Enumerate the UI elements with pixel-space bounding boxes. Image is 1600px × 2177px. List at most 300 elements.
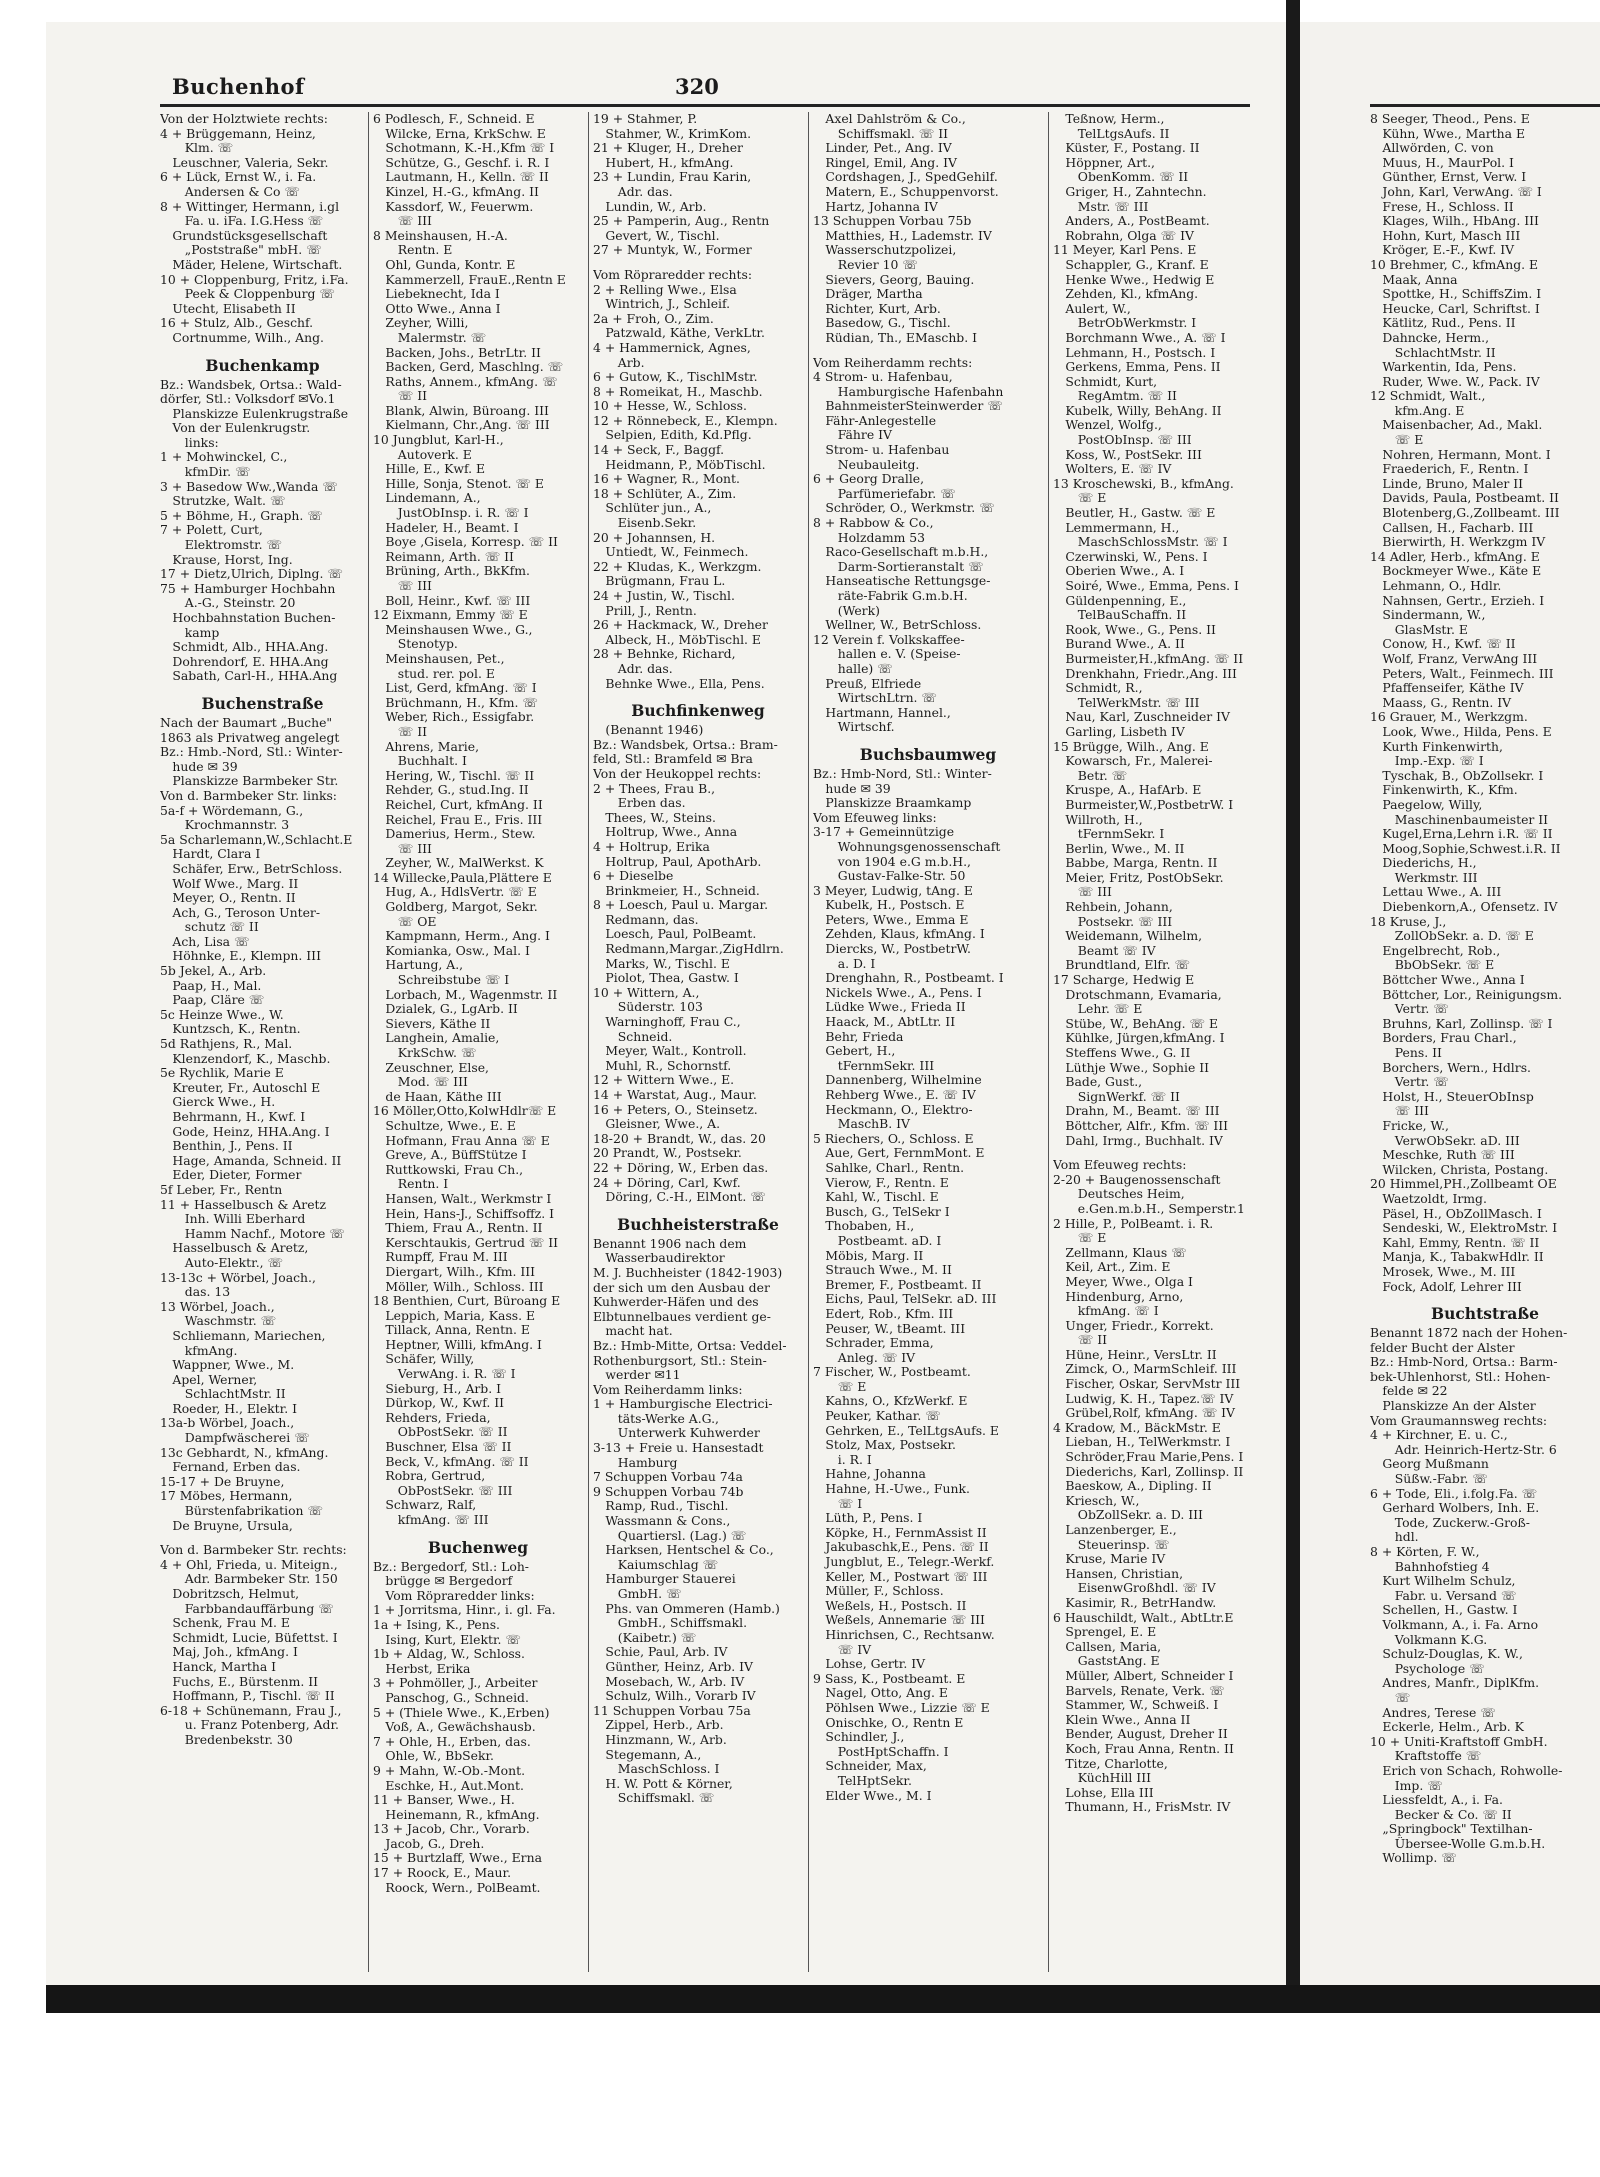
directory-entry: ObenKomm. ☏ II	[1053, 170, 1189, 185]
directory-entry: Gierck Wwe., H.	[160, 1095, 276, 1110]
directory-entry: WirtschLtrn. ☏	[813, 691, 937, 706]
directory-entry: 21 + Kluger, H., Dreher	[593, 141, 743, 156]
directory-entry: 22 + Kludas, K., Werkzgm.	[593, 559, 762, 574]
directory-entry: GmbH., Schiffsmakl.	[593, 1616, 748, 1631]
directory-entry: 15-17 + De Bruyne,	[160, 1474, 285, 1489]
directory-entry: Weßels, Annemarie ☏ III	[813, 1613, 985, 1628]
directory-entry: Diergart, Wilh., Kfm. III	[373, 1264, 536, 1279]
directory-entry: Kubelk, Willy, BehAng. II	[1053, 403, 1222, 418]
directory-entry: Georg Mußmann	[1370, 1457, 1489, 1472]
directory-entry: Ohl, Gunda, Kontr. E	[373, 257, 516, 272]
directory-entry: Bender, August, Dreher II	[1053, 1727, 1228, 1742]
directory-entry: Muus, H., MaurPol. I	[1370, 155, 1514, 170]
directory-entry: Postsekr. ☏ III	[1053, 914, 1173, 929]
directory-entry: Tode, Zuckerw.-Groß-	[1370, 1515, 1530, 1530]
directory-entry: 4 + Hammernick, Agnes,	[593, 340, 751, 355]
directory-entry: 9 + Mahn, W.-Ob.-Mont.	[373, 1763, 526, 1778]
directory-entry: Titze, Charlotte,	[1053, 1756, 1168, 1771]
directory-entry: Adr. das.	[593, 184, 673, 199]
right-page-column	[1370, 112, 1600, 1866]
header-rule	[160, 104, 1250, 107]
directory-entry: Paegelow, Willy,	[1370, 797, 1483, 812]
street-heading: Buchenkamp	[205, 355, 320, 375]
directory-entry: Adr. Barmbeker Str. 150	[160, 1572, 338, 1587]
directory-entry: Warkentin, Ida, Pens.	[1370, 360, 1517, 375]
directory-entry: Möbis, Marg. II	[813, 1248, 924, 1263]
directory-entry: 18 + Schlüter, A., Zim.	[593, 486, 737, 501]
directory-entry: Arb.	[593, 355, 645, 370]
directory-entry: Schrader, Emma,	[813, 1336, 934, 1351]
directory-entry: Brügmann, Frau L.	[593, 574, 726, 589]
directory-entry: Czerwinski, W., Pens. I	[1053, 549, 1208, 564]
directory-entry: Kuntzsch, K., Rentn.	[160, 1022, 301, 1037]
directory-entry: Oberien Wwe., A. I	[1053, 564, 1185, 579]
directory-entry: Planskizze Barmbeker Str.	[160, 774, 339, 789]
directory-entry: ☏ III	[1370, 1104, 1429, 1119]
directory-entry: 5e Rychlik, Marie E	[160, 1066, 284, 1081]
directory-entry: 9 Schuppen Vorbau 74b	[593, 1484, 744, 1499]
directory-entry: Brinkmeier, H., Schneid.	[593, 883, 760, 898]
directory-entry: 2 + Thees, Frau B.,	[593, 781, 716, 796]
directory-entry: Zeyher, Willi,	[373, 316, 469, 331]
directory-entry: 16 + Wagner, R., Mont.	[593, 472, 740, 487]
directory-entry: Sabath, Carl-H., HHA.Ang	[160, 669, 338, 684]
directory-entry: Borders, Frau Charl.,	[1370, 1031, 1517, 1046]
directory-entry: Schindler, J.,	[813, 1730, 905, 1745]
directory-entry: Robrahn, Olga ☏ IV	[1053, 228, 1194, 243]
directory-entry: Tyschak, B., ObZollsekr. I	[1370, 768, 1544, 783]
directory-entry: Kriesch, W.,	[1053, 1493, 1140, 1508]
directory-entry: Güldenpenning, E.,	[1053, 593, 1187, 608]
directory-entry: Hartung, A.,	[373, 958, 464, 973]
directory-entry: Wellner, W., BetrSchloss.	[813, 618, 982, 633]
directory-entry: Bz.: Bergedorf, Stl.: Loh-	[373, 1559, 529, 1574]
directory-entry: Teßnow, Herm.,	[1053, 112, 1165, 126]
directory-entry: Hug, A., HdlsVertr. ☏ E	[373, 885, 537, 900]
street-heading: Buchheisterstraße	[617, 1214, 779, 1234]
directory-entry: Elder Wwe., M. I	[813, 1788, 932, 1803]
directory-entry: 6 Podlesch, F., Schneid. E	[373, 112, 535, 126]
directory-entry: Vom Reiherdamm links:	[593, 1382, 743, 1397]
directory-entry: ZollObSekr. a. D. ☏ E	[1370, 929, 1534, 944]
directory-entry: Psychologe ☏	[1370, 1661, 1485, 1676]
directory-entry: Otto Wwe., Anna I	[373, 301, 501, 316]
directory-entry: Päsel, H., ObZollMasch. I	[1370, 1206, 1542, 1221]
directory-entry: Übersee-Wolle G.m.b.H.	[1370, 1836, 1546, 1851]
directory-entry: 11 Schuppen Vorbau 75a	[593, 1703, 751, 1718]
directory-entry: VerwAng. i. R. ☏ I	[373, 1367, 516, 1382]
directory-entry: Lehr. ☏ E	[1053, 1002, 1143, 1017]
directory-entry: Paap, H., Mal.	[160, 978, 262, 993]
directory-entry: (Benannt 1946)	[593, 723, 704, 738]
directory-entry: Vom Röpraredder links:	[373, 1588, 535, 1603]
directory-entry: Zellmann, Klaus ☏	[1053, 1245, 1187, 1260]
directory-entry: Beutler, H., Gastw. ☏ E	[1053, 506, 1216, 521]
directory-entry: Patzwald, Käthe, VerkLtr.	[593, 326, 765, 341]
directory-entry: 27 + Muntyk, W., Former	[593, 243, 752, 258]
directory-entry: 4 + Kirchner, E. u. C.,	[1370, 1428, 1508, 1443]
directory-entry: Parfümeriefabr. ☏	[813, 486, 956, 501]
directory-entry: Wilcken, Christa, Postang.	[1370, 1162, 1549, 1177]
directory-entry: von 1904 e.G m.b.H.,	[813, 854, 971, 869]
directory-entry: ☏ E	[813, 1379, 867, 1394]
directory-entry: Drotschmann, Evamaria,	[1053, 987, 1222, 1002]
directory-entry: ☏ II	[373, 724, 428, 739]
directory-entry: Fischer, Oskar, ServMstr III	[1053, 1377, 1241, 1392]
directory-entry: Selpien, Edith, Kd.Pflg.	[593, 428, 752, 443]
directory-entry: 6 + Tode, Eli., i.folg.Fa. ☏	[1370, 1486, 1538, 1501]
directory-entry: Reimann, Arth. ☏ II	[373, 549, 514, 564]
directory-entry: Wirtschf.	[813, 720, 895, 735]
directory-entry: ☏ IV	[813, 1642, 872, 1657]
directory-entry: „Springbock" Textilhan-	[1370, 1822, 1533, 1837]
directory-entry: Andres, Terese ☏	[1370, 1705, 1496, 1720]
directory-entry: Peters, Walt., Feinmech. III	[1370, 666, 1554, 681]
directory-entry: werder ✉11	[593, 1368, 681, 1383]
directory-entry: Soiré, Wwe., Emma, Pens. I	[1053, 579, 1239, 593]
directory-entry: ☏ III	[373, 579, 432, 593]
directory-entry: Kubelk, H., Postsch. E	[813, 898, 965, 913]
directory-entry: 6 + Dieselbe	[593, 869, 674, 884]
directory-entry: Hamburger Stauerei	[593, 1572, 736, 1587]
directory-entry: Schröder,Frau Marie,Pens. I	[1053, 1450, 1244, 1465]
directory-entry: 8 + Körten, F. W.,	[1370, 1545, 1480, 1559]
directory-entry: Stübe, W., BehAng. ☏ E	[1053, 1016, 1218, 1031]
directory-entry: 17 Möbes, Hermann,	[160, 1489, 293, 1504]
spacer	[1053, 1148, 1265, 1158]
directory-entry: Lundin, W., Arb.	[593, 199, 707, 214]
directory-entry: Bredenbekstr. 30	[160, 1732, 293, 1747]
directory-entry: Kühn, Wwe., Martha E	[1370, 126, 1526, 141]
directory-entry: Cordshagen, J., SpedGehilf.	[813, 170, 998, 185]
directory-entry: Nickels Wwe., A., Pens. I	[813, 985, 982, 1000]
directory-entry: TelLtgsAufs. II	[1053, 126, 1170, 141]
directory-entry: Kugel,Erna,Lehrn i.R. ☏ II	[1370, 827, 1553, 842]
directory-entry: Schmidt, Lucie, Büfettst. I	[160, 1630, 338, 1645]
directory-entry: Hahne, Johanna	[813, 1467, 926, 1482]
directory-entry: Vom Röpraredder rechts:	[593, 267, 752, 282]
directory-entry: Diederichs, Karl, Zollinsp. II	[1053, 1464, 1244, 1479]
directory-entry: 4 + Ohl, Frieda, u. Miteign.,	[160, 1557, 338, 1572]
directory-entry: Fähre IV	[813, 428, 892, 443]
directory-entry: Lehmann, O., Hdlr.	[1370, 579, 1502, 593]
directory-entry: Hage, Amanda, Schneid. II	[160, 1153, 342, 1168]
directory-entry: Hüne, Heinr., VersLtr. II	[1053, 1347, 1217, 1362]
directory-entry: Dobritzsch, Helmut,	[160, 1587, 300, 1601]
directory-entry: KrkSchw. ☏	[373, 1046, 477, 1060]
directory-entry: List, Gerd, kfmAng. ☏ I	[373, 681, 537, 696]
directory-entry: Quartiersl. (Lag.) ☏	[593, 1528, 747, 1543]
directory-entry: De Bruyne, Ursula,	[160, 1518, 293, 1533]
directory-entry: Schiffsmakl. ☏	[593, 1791, 715, 1806]
directory-entry: 14 + Seck, F., Baggf.	[593, 443, 725, 458]
directory-entry: Döring, C.-H., ElMont. ☏	[593, 1190, 766, 1205]
directory-entry: 20 Prandt, W., Postsekr.	[593, 1146, 742, 1161]
directory-entry: Hadeler, H., Beamt. I	[373, 520, 519, 535]
directory-entry: Gerhard Wolbers, Inh. E.	[1370, 1501, 1540, 1516]
directory-entry: Benannt 1872 nach der Hohen-	[1370, 1326, 1568, 1341]
directory-entry: VerwObSekr. aD. III	[1370, 1133, 1520, 1148]
spacer	[160, 1533, 365, 1543]
directory-entry: M. J. Buchheister (1842-1903)	[593, 1265, 783, 1280]
directory-entry: 8 + Romeikat, H., Maschb.	[593, 384, 763, 399]
directory-entry: Adr. Heinrich-Hertz-Str. 6	[1370, 1442, 1557, 1457]
directory-entry: 14 Adler, Herb., kfmAng. E	[1370, 549, 1540, 564]
directory-entry: kamp	[160, 625, 220, 640]
directory-entry: Nau, Karl, Zuschneider IV	[1053, 710, 1230, 725]
directory-entry: u. Franz Potenberg, Adr.	[160, 1718, 339, 1733]
directory-entry: 8 Seeger, Theod., Pens. E	[1370, 112, 1530, 126]
directory-entry: H. W. Pott & Körner,	[593, 1776, 733, 1791]
directory-entry: Kraftstoffe ☏	[1370, 1749, 1482, 1764]
directory-entry: Schneid.	[593, 1029, 673, 1044]
directory-entry: BahnmeisterSteinwerder ☏	[813, 399, 1003, 414]
directory-entry: BetrObWerkmstr. I	[1053, 316, 1197, 331]
directory-entry: hude ✉ 39	[160, 759, 238, 774]
directory-entry: Möller, Wilh., Schloss. III	[373, 1279, 544, 1294]
directory-entry: Thiem, Frau A., Rentn. II	[373, 1221, 543, 1236]
directory-entry: 19 + Stahmer, P.	[593, 112, 698, 126]
directory-entry: 26 + Hackmack, W., Dreher	[593, 618, 768, 633]
directory-entry: 24 + Justin, W., Tischl.	[593, 589, 735, 603]
directory-entry: 12 Schmidt, Walt.,	[1370, 389, 1486, 404]
directory-entry: Fähr-Anlegestelle	[813, 413, 937, 428]
directory-entry: Wolf Wwe., Marg. II	[160, 876, 299, 891]
directory-entry: 6 Hauschildt, Walt., AbtLtr.E	[1053, 1610, 1234, 1625]
directory-entry: 14 Willecke,Paula,Plättere E	[373, 870, 552, 885]
directory-entry: Gleisner, Wwe., A.	[593, 1117, 721, 1132]
directory-entry: 8 + Wittinger, Hermann, i.gl	[160, 199, 340, 214]
directory-entry: Schreibstube ☏ I	[373, 973, 510, 988]
directory-entry: Nach der Baumart „Buche"	[160, 715, 333, 730]
directory-entry: täts-Werke A.G.,	[593, 1411, 719, 1426]
directory-entry: (Kaibetr.) ☏	[593, 1630, 697, 1645]
directory-entry: Gehrken, E., TelLtgsAufs. E	[813, 1423, 999, 1438]
directory-entry: Willroth, H.,	[1053, 812, 1143, 827]
directory-entry: Böttcher, Lor., Reinigungsm.	[1370, 987, 1563, 1002]
directory-entry: John, Karl, VerwAng. ☏ I	[1370, 184, 1542, 199]
directory-entry: 3-13 + Freie u. Hansestadt	[593, 1441, 764, 1456]
directory-entry: 7 + Ohle, H., Erben, das.	[373, 1734, 531, 1749]
directory-entry: Küster, F., Postang. II	[1053, 141, 1200, 156]
directory-entry: Thobaben, H.,	[813, 1219, 915, 1234]
directory-entry: Meschke, Ruth ☏ III	[1370, 1148, 1515, 1163]
directory-entry: Klm. ☏	[160, 141, 234, 156]
directory-entry: 10 + Hesse, W., Schloss.	[593, 399, 747, 414]
directory-entry: Roock, Wern., PolBeamt.	[373, 1880, 541, 1895]
directory-entry: 1b + Aldag, W., Schloss.	[373, 1647, 525, 1662]
directory-entry: 5c Heinze Wwe., W.	[160, 1007, 284, 1022]
directory-entry: Lüthje Wwe., Sophie II	[1053, 1060, 1210, 1075]
directory-entry: Krause, Horst, Ing.	[160, 552, 293, 567]
directory-entry: Müller, Albert, Schneider I	[1053, 1668, 1234, 1683]
directory-entry: 16 Möller,Otto,KolwHdlr☏ E	[373, 1104, 557, 1119]
directory-entry: bek-Uhlenhorst, Stl.: Hohen-	[1370, 1369, 1551, 1384]
directory-entry: Burmeister,W.,PostbetrW. I	[1053, 797, 1234, 812]
directory-entry: Postbeamt. aD. I	[813, 1233, 942, 1248]
directory-entry: Brüning, Arth., BkKfm.	[373, 564, 530, 579]
directory-entry: 5a-f + Wördemann, G.,	[160, 803, 304, 818]
directory-entry: Inh. Willi Eberhard	[160, 1212, 306, 1227]
directory-entry: Albeck, H., MöbTischl. E	[593, 632, 761, 647]
directory-entry: Weber, Rich., Essigfabr.	[373, 710, 535, 725]
directory-entry: Lohse, Gertr. IV	[813, 1657, 926, 1672]
directory-entry: Peuser, W., tBeamt. III	[813, 1321, 966, 1336]
directory-entry: Schenk, Frau M. E	[160, 1616, 290, 1631]
directory-entry: Vom Reiherdamm rechts:	[813, 355, 973, 370]
directory-entry: Bz.: Wandsbek, Ortsa.: Bram-	[593, 737, 778, 752]
column-divider	[1048, 112, 1049, 1972]
directory-entry: Ising, Kurt, Elektr. ☏	[373, 1632, 521, 1647]
directory-entry: Benannt 1906 nach dem	[593, 1236, 747, 1251]
directory-entry: Kröger, E.-F., Kwf. IV	[1370, 243, 1515, 258]
directory-entry: Von der Holztwiete rechts:	[160, 112, 328, 126]
directory-entry: Hardt, Clara I	[160, 847, 261, 862]
directory-entry: Peek & Cloppenburg ☏	[160, 287, 335, 302]
directory-entry: Steuerinsp. ☏	[1053, 1537, 1170, 1552]
directory-entry: Sievers, Käthe II	[373, 1016, 491, 1031]
directory-entry: Ringel, Emil, Ang. IV	[813, 155, 957, 170]
directory-entry: Tillack, Anna, Rentn. E	[373, 1323, 530, 1338]
directory-entry: 13-13c + Wörbel, Joach.,	[160, 1270, 316, 1285]
directory-entry: kfmAng. ☏ I	[1053, 1304, 1159, 1319]
directory-entry: ☏ E	[1053, 1231, 1107, 1246]
directory-entry: 1 + Jorritsma, Hinr., i. gl. Fa.	[373, 1603, 556, 1618]
directory-entry: Kuhwerder-Häfen und des	[593, 1295, 759, 1310]
directory-entry: Zeuschner, Else,	[373, 1060, 489, 1075]
directory-entry: Darm-Sortieranstalt ☏	[813, 559, 984, 574]
directory-entry: Rothenburgsort, Stl.: Stein-	[593, 1353, 767, 1368]
directory-entry: Hinrichsen, C., Rechtsanw.	[813, 1627, 995, 1642]
directory-entry: Schütze, G., Geschf. i. R. I	[373, 155, 550, 170]
directory-entry: Hanseatische Rettungsge-	[813, 574, 991, 589]
directory-entry: Edert, Rob., Kfm. III	[813, 1306, 954, 1321]
directory-entry: kfmAng. ☏ III	[373, 1513, 489, 1527]
street-heading: Buchtstraße	[1431, 1304, 1539, 1324]
directory-entry: Keil, Art., Zim. E	[1053, 1260, 1171, 1275]
directory-entry: Baeskow, A., Dipling. II	[1053, 1479, 1212, 1494]
directory-entry: Schie, Paul, Arb. IV	[593, 1645, 728, 1660]
directory-entry: Ramp, Rud., Tischl.	[593, 1499, 729, 1514]
directory-entry: Hindenburg, Arno,	[1053, 1289, 1184, 1304]
directory-entry: 12 + Wittern Wwe., E.	[593, 1073, 735, 1088]
directory-entry: MaschSchloss. I	[593, 1762, 720, 1777]
directory-entry: 13 + Jacob, Chr., Vorarb.	[373, 1822, 530, 1837]
directory-entry: Holtrup, Wwe., Anna	[593, 825, 738, 840]
directory-entry: Kätlitz, Rud., Pens. II	[1370, 316, 1516, 331]
directory-entry: 16 + Stulz, Alb., Geschf.	[160, 316, 314, 331]
directory-entry: Schneider, Max,	[813, 1759, 927, 1774]
directory-entry: Gevert, W., Tischl.	[593, 228, 720, 243]
directory-entry: Vertr. ☏	[1370, 1075, 1449, 1090]
directory-entry: PostObInsp. ☏ III	[1053, 433, 1192, 448]
directory-entry: Fabr. u. Versand ☏	[1370, 1588, 1517, 1603]
column-5	[1053, 112, 1265, 1815]
directory-entry: Imp. ☏	[1370, 1778, 1443, 1793]
directory-entry: 13a-b Wörbel, Joach.,	[160, 1416, 295, 1431]
directory-entry: Thumann, H., FrisMstr. IV	[1053, 1800, 1231, 1815]
directory-entry: Böttcher, Alfr., Kfm. ☏ III	[1053, 1118, 1229, 1133]
directory-entry: Heckmann, O., Elektro-	[813, 1102, 973, 1117]
directory-entry: Rentn. I	[373, 1177, 449, 1192]
directory-entry: SchlachtMstr. II	[1370, 345, 1496, 360]
directory-entry: Prill, J., Rentn.	[593, 603, 697, 618]
directory-entry: Holst, H., SteuerObInsp	[1370, 1089, 1534, 1104]
directory-entry: Ludwig, K. H., Tapez.☏ IV	[1053, 1391, 1234, 1406]
directory-entry: Anders, A., PostBeamt.	[1053, 214, 1210, 229]
directory-entry: Wenzel, Wolfg.,	[1053, 418, 1162, 433]
directory-entry: 3 Meyer, Ludwig, tAng. E	[813, 883, 973, 898]
scan-bottom-edge	[46, 1985, 1600, 2013]
directory-entry: Cortnumme, Wilh., Ang.	[160, 330, 324, 345]
directory-entry: das. 13	[160, 1285, 231, 1300]
directory-entry: 5 + Böhme, H., Graph. ☏	[160, 508, 323, 523]
directory-entry: Heucke, Carl, Schriftst. I	[1370, 301, 1540, 316]
directory-entry: Leuschner, Valeria, Sekr.	[160, 155, 329, 170]
directory-entry: ObPostSekr. ☏ II	[373, 1425, 508, 1440]
directory-entry: 17 + Roock, E., Maur.	[373, 1866, 512, 1881]
directory-entry: Bremer, F., Postbeamt. II	[813, 1277, 982, 1292]
directory-entry: 18 Benthien, Curt, Büroang E	[373, 1294, 561, 1309]
directory-entry: Bierwirth, H. Werkzgm IV	[1370, 535, 1546, 550]
directory-entry: Gerkens, Emma, Pens. II	[1053, 360, 1221, 375]
directory-entry: Maisenbacher, Ad., Makl.	[1370, 418, 1543, 433]
directory-entry: (Werk)	[813, 603, 880, 618]
directory-entry: Von d. Barmbeker Str. rechts:	[160, 1543, 347, 1558]
directory-entry: ObZollSekr. a. D. III	[1053, 1508, 1203, 1523]
directory-entry: 18 Kruse, J.,	[1370, 914, 1447, 929]
directory-entry: Bz.: Hmb-Nord, Ortsa.: Barm-	[1370, 1355, 1558, 1370]
directory-entry: Maass, G., Rentn. IV	[1370, 695, 1512, 710]
directory-entry: Dahncke, Herm.,	[1370, 330, 1490, 345]
directory-entry: Stahmer, W., KrimKom.	[593, 126, 752, 141]
directory-entry: 13 Wörbel, Joach.,	[160, 1299, 275, 1314]
directory-entry: Aue, Gert, FernmMont. E	[813, 1146, 985, 1161]
directory-entry: i. R. I	[813, 1452, 872, 1467]
directory-entry: Babbe, Marga, Rentn. II	[1053, 856, 1218, 871]
directory-entry: Keller, M., Postwart ☏ III	[813, 1569, 988, 1584]
directory-entry: 4 + Holtrup, Erika	[593, 839, 710, 854]
directory-entry: Blotenberg,G.,Zollbeamt. III	[1370, 506, 1560, 521]
directory-entry: Hille, Sonja, Stenot. ☏ E	[373, 476, 544, 491]
directory-entry: Diebenkorn,A., Ofensetz. IV	[1370, 900, 1558, 915]
directory-entry: Fuchs, E., Bürstenm. II	[160, 1674, 319, 1689]
directory-entry: Hering, W., Tischl. ☏ II	[373, 768, 535, 783]
directory-entry: Greve, A., BüffStütze I	[373, 1148, 527, 1163]
directory-entry: 2-20 + Baugenossenschaft	[1053, 1172, 1221, 1187]
column-divider	[588, 112, 589, 1972]
directory-entry: Eschke, H., Aut.Mont.	[373, 1778, 524, 1793]
directory-entry: ☏	[1370, 1690, 1411, 1705]
directory-entry: Fa. u. iFa. I.G.Hess ☏	[160, 214, 324, 229]
directory-entry: Look, Wwe., Hilda, Pens. E	[1370, 724, 1552, 739]
directory-entry: Revier 10 ☏	[813, 257, 918, 272]
directory-entry: 15 Brügge, Wilh., Ang. E	[1053, 739, 1209, 754]
directory-entry: Harksen, Hentschel & Co.,	[593, 1543, 774, 1558]
directory-entry: Preuß, Elfriede	[813, 676, 922, 691]
directory-entry: Goldberg, Margot, Sekr.	[373, 900, 538, 915]
directory-entry: Krochmannstr. 3	[160, 818, 290, 833]
directory-entry: Gode, Heinz, HHA.Ang. I	[160, 1124, 330, 1139]
directory-entry: ☏ OE	[373, 914, 437, 929]
directory-entry: Diercks, W., PostbetrW.	[813, 942, 971, 957]
directory-entry: Henke Wwe., Hedwig E	[1053, 272, 1215, 287]
directory-entry: Sprengel, E. E	[1053, 1625, 1157, 1640]
directory-entry: Drahn, M., Beamt. ☏ III	[1053, 1104, 1220, 1119]
directory-entry: feld, Stl.: Bramfeld ✉ Bra	[593, 752, 753, 767]
directory-entry: 8 Meinshausen, H.-A.	[373, 228, 508, 243]
directory-entry: Schwarz, Ralf,	[373, 1498, 477, 1513]
